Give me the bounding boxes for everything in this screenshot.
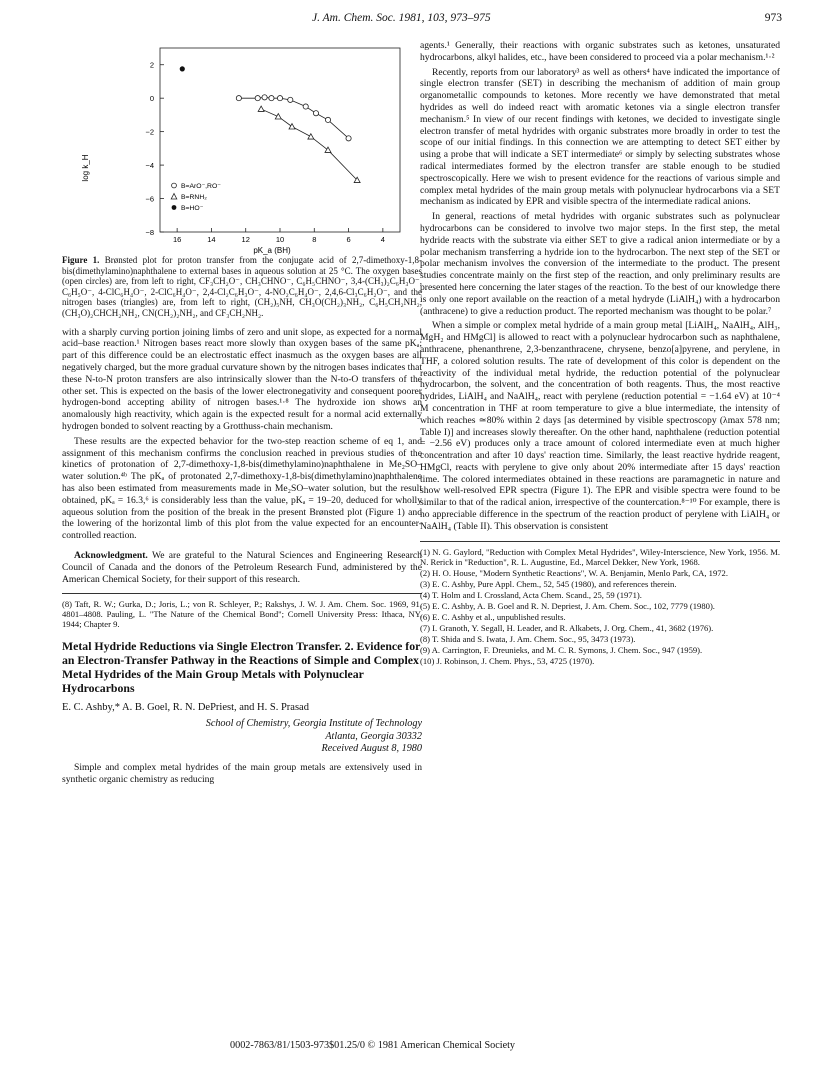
legend-label: B=RNH₂ — [181, 194, 207, 201]
y-tick-label: −8 — [145, 228, 154, 237]
data-point-hydroxide — [180, 66, 185, 71]
reference-item: (7) I. Granoth, Y. Segall, H. Leader, and R. Alkabets, J. Org. Chem., 41, 3682 (1976). — [420, 622, 714, 633]
journal-citation: J. Am. Chem. Soc. 1981, 103, 973–975 — [312, 12, 491, 24]
legend-symbol-triangle — [171, 194, 177, 200]
reference-8: (8) Taft, R. W.; Gurka, D.; Joris, L.; von R. Schleyer, P.; Rakshys, J. W. J. Am. Chem. Soc. 1969, 91, 4801–4808. Pauling, L. "The Nature of the Chemical Bond"; Cornell University Press: Ithaca, NY, 1944; Chapter 9. — [62, 599, 422, 630]
affiliation-line-2: Atlanta, Georgia 30332 — [325, 730, 422, 742]
data-point-nitrogen-base — [308, 134, 314, 139]
reference-item: (8) T. Shida and S. Iwata, J. Am. Chem. Soc., 95, 3473 (1973). — [420, 633, 636, 644]
figure-caption — [62, 255, 422, 319]
data-point-oxygen-base — [346, 136, 351, 141]
legend-symbol-circle — [172, 183, 177, 188]
body-paragraph: with a sharply curving portion joining limbs of zero and unit slope, as expected for a normal acid–base reaction.¹ Nitrogen bases react more slowly than oxygen bases of the same pKₐ; part of this difference could be an electrostatic effect inasmuch as the oxygen bases are all negatively charged, but the more gradual curvature shown by the nitrogen bases indicates that these N-to-N proton transfers are also intrinsically slower than the N-to-O transfers of the other set. This is expected on the basis of the lower electronegativity and consequent poorer hydrogen-bond accepting ability of nitrogen bases.¹·⁸ The hydroxide ion shows an anomalously high reactivity, which again is the expected result for a normal acid externally hydrogen bonded to solvent reacting by a Grotthuss-chain mechanism. — [62, 326, 423, 432]
x-tick-label: 6 — [346, 235, 351, 244]
left-column — [62, 40, 422, 788]
reference-list — [420, 547, 780, 666]
body-paragraph: Recently, reports from our laboratory³ as well as others⁴ have indicated the importance of single electron transfer (SET) in describing the mechanism of addition of main group organometallic compounds to ketones. More recently we have demonstrated that metal hydrides as well do indeed react with aromatic ketones via a single electron transfer mechanism.⁵ In view of our recent findings with ketones, we decided to investigate single electron transfer of metal hydrides with organic substrates more broadly in order to test the scope of our initial findings. In this connection we are attempting to detect SET either by using a probe that will indicate a SET intermediate⁶ or simply by selecting substrates whose radical intermediates formed by the electron transfer are stable enough to be studied spectroscopically. Here we wish to present evidence for the reactions of various simple and complex metal hydrides of the main group metals with polynuclear hydrocarbons via a SET mechanism as indicated by EPR and visible spectra of the intermediate radical anions. — [420, 66, 780, 208]
data-point-oxygen-base — [313, 111, 318, 116]
divider — [420, 541, 780, 542]
y-axis-label: log k_H — [81, 154, 90, 182]
data-point-nitrogen-base — [258, 106, 264, 111]
data-point-nitrogen-base — [325, 147, 331, 152]
legend-symbol-filled — [172, 205, 177, 210]
y-tick-label: 0 — [149, 94, 154, 104]
x-ticks — [173, 228, 385, 244]
x-tick-label: 10 — [275, 235, 285, 244]
data-point-oxygen-base — [262, 95, 267, 100]
data-point-oxygen-base — [303, 104, 308, 109]
y-ticks — [145, 61, 164, 237]
acknowledgment — [62, 550, 422, 585]
article-title: Metal Hydride Reductions via Single Electron Transfer. 2. Evidence for an Electron-Transfer Pathway in the Reactions of Simple and Complex Metal Hydrides of the Main Group Metals with Polynuclear Hydrocarbons — [62, 639, 421, 696]
body-paragraph: When a simple or complex metal hydride of a main group metal [LiAlH₄, NaAlH₄, AlH₃, MgH₂ and HMgCl] is allowed to react with a polynuclear hydrocarbon such as naphthalene, anthracene, phenanthrene, 2,3-benzanthracene, chrysene, benzo[a]pyrene, and perylene, in THF, a colored solution results. The rate of development of this color is dependent on the reactivity of the individual metal hydride, the reduction potential of the polynuclear hydrocarbon, the solvent, and the concentration of both reagents. Thus, the most reactive hydrides, LiAlH₄ and NaAlH₄, react with perylene (reduction potential = −1.64 eV) at 10⁻⁴ M concentration in THF at room temperature to give a blue intermediate, the intensity of which reaches ≃80% within 2 days [as determined by visible spectroscopy (λmax 578 nm; Table I)] and increases slowly thereafter. On the other hand, naphthalene (reduction potential = −2.56 eV) produces only a trace amount of colored intermediate even at much higher concentration and after 10 days' reaction time. Similarly, the least reactive hydride reagent, HMgCl, reacts with perylene to give only about 20% intermediate after 15 days' reaction time. The colored intermediates obtained in these reactions are paramagnetic in nature and show well-resolved EPR spectra (Figure 1). The EPR and visible spectra were found to be similar to that of the radical anion, irrespective of the countercation.⁸⁻¹⁰ For example, there is no appreciable difference in the spectrum of the reaction product of perylene with LiAlH₄ or NaAlH₄ (Table II). This observation is consistent — [420, 320, 780, 532]
reference-item: (2) H. O. House, "Modern Synthetic Reactions", W. A. Benjamin, Menlo Park, CA, 1972. — [420, 567, 729, 578]
affiliation-line-1: School of Chemistry, Georgia Institute of Technology — [205, 718, 422, 730]
legend-label: B=ArO⁻,RO⁻ — [181, 183, 221, 190]
intro-paragraph: Simple and complex metal hydrides of the main group metals are extensively used in synthetic organic chemistry as reducing — [62, 761, 422, 785]
page-header — [62, 12, 782, 32]
legend-label: B=HO⁻ — [181, 205, 204, 212]
data-point-oxygen-base — [269, 96, 274, 101]
right-column — [420, 40, 780, 667]
fit-curve-1 — [261, 109, 357, 180]
x-axis-label: pK_a (BH) — [253, 246, 291, 255]
figure-1 — [62, 40, 422, 255]
reference-item: (5) E. C. Ashby, A. B. Goel and R. N. Depriest, J. Am. Chem. Soc., 102, 7779 (1980). — [420, 600, 715, 611]
reference-item: (3) E. C. Ashby, Pure Appl. Chem., 52, 545 (1980), and references therein. — [420, 578, 677, 589]
ack-text: We are grateful to the Natural Sciences and Engineering Research Council of Canada and the donors of the Petroleum Research Fund, administered by the American Chemical Society, for their support of this research. — [62, 549, 422, 585]
x-tick-label: 16 — [172, 235, 182, 244]
x-tick-label: 12 — [241, 235, 250, 244]
divider — [62, 593, 422, 594]
page-footer: 0002-7863/81/1503-973$01.25/0 © 1981 American Chemical Society — [230, 1040, 516, 1051]
y-tick-label: −4 — [145, 161, 154, 171]
reference-item: (6) E. C. Ashby et al., unpublished results. — [420, 611, 566, 622]
ack-label: Acknowledgment. — [74, 549, 148, 561]
x-tick-label: 14 — [207, 235, 216, 244]
data-point-oxygen-base — [277, 96, 282, 101]
body-paragraph: These results are the expected behavior for the two-step reaction scheme of eq 1, and assignment of this mechanism confirms the conclusion reached in previous studies of the kinetics of protonation of 2,7-dimethoxy-1,8-bis(dimethylamino)naphthalene in Me₂SO–water solution.⁴ᵇ The pKₐ of protonated 2,7-dimethoxy-1,8-bis(dimethylamino)naphthalene has also been estimated from measurements made in Me₂SO–water solution, but the result obtained, pKₐ = 16.3,⁶ is considerably less than the value, pKₐ = 19–20, deduced for wholly aqueous solution from the position of the break in the present Brønsted plot (Figure 1) and the lowering of the horizontal limb of this plot from the value expected for an encounter-controlled reaction. — [62, 435, 422, 542]
authors: E. C. Ashby,* A. B. Goel, R. N. DePriest, and H. S. Prasad — [62, 702, 309, 714]
data-point-oxygen-base — [255, 96, 260, 101]
plot-legend — [171, 183, 221, 212]
x-tick-label: 8 — [312, 235, 317, 244]
fit-curves — [239, 97, 357, 180]
y-tick-label: −6 — [145, 194, 154, 204]
reference-item: (10) J. Robinson, J. Chem. Phys., 53, 4725 (1970). — [420, 655, 595, 666]
received-date: Received August 8, 1980 — [321, 743, 422, 755]
data-point-nitrogen-base — [275, 114, 281, 119]
reference-item: (1) N. G. Gaylord, "Reduction with Complex Metal Hydrides", Wiley-Interscience, New York, 1956. M. N. Rerick in "Reduction", R. L. Augustine, Ed., Marcel Dekker, New York, 1968. — [420, 546, 780, 567]
body-paragraph: agents.¹ Generally, their reactions with organic substrates such as ketones, unsaturated hydrocarbons, alkyl halides, etc., have been considered to proceed via a polar mechanism.¹·² — [420, 40, 780, 63]
caption-label: Figure 1. — [62, 255, 100, 265]
reference-item: (9) A. Carrington, F. Dreunieks, and M. C. R. Symons, J. Chem. Soc., 947 (1959). — [420, 644, 703, 655]
data-point-oxygen-base — [236, 96, 241, 101]
y-tick-label: 2 — [149, 60, 154, 70]
fit-curve-0 — [239, 97, 349, 138]
data-point-oxygen-base — [288, 97, 293, 102]
x-tick-label: 4 — [380, 235, 385, 244]
data-point-oxygen-base — [325, 117, 330, 122]
reference-item: (4) T. Holm and I. Crossland, Acta Chem. Scand., 25, 59 (1971). — [420, 589, 642, 600]
data-point-nitrogen-base — [289, 124, 295, 129]
y-tick-label: −2 — [145, 127, 154, 137]
page-number: 973 — [764, 12, 782, 24]
bronsted-plot — [62, 40, 422, 255]
body-paragraph: In general, reactions of metal hydrides with organic substrates such as polynuclear hydrocarbons can be considered to involve two major steps. In the first step, the metal hydride reacts with the substrate via either SET to give a radical anion intermediate or by a polar mechanism transferring a hydride ion to the hydrocarbon. The next step of the SET or polar mechanism involves the conversion of the intermediate to the product. The present studies concentrate mainly on the first step of the reaction, and only preliminary results are presented here concerning the later stages of the reaction. To the best of our knowledge there is only one report available on the reaction of a metal hydryde (LiAlH₄) with a hydrocarbon (anthracene) to give a reduction product. The reported mechanism was thought to be polar.⁷ — [420, 211, 780, 317]
caption-text: Brønsted plot for proton transfer from the conjugate acid of 2,7-dimethoxy-1,8-bis(dimethylamino)naphthalene to external bases in aqueous solution at 25 °C. The oxygen bases (open circles) are, from left to right, CF₃CH₂O⁻, CH₃CHNO⁻, C₆H₅CHNO⁻, 3,4-(CH₃)₂C₆H₃O⁻, C₆H₅O⁻, 4-ClC₆H₄O⁻, 2-ClC₆H₄O⁻, 2,4-Cl₂C₆H₃O⁻, 4-NO₂C₆H₄O⁻, 2,4,6-Cl₃C₆H₂O⁻, and the nitrogen bases (triangles) are, from left to right, (CH₂)₅NH, CH₃O(CH₂)₃NH₂, C₆H₅CH₂NH₂, (CH₃O)₂CHCH₂NH₂, CN(CH₂)₂NH₂, and CF₃CH₂NH₂. — [62, 255, 422, 318]
